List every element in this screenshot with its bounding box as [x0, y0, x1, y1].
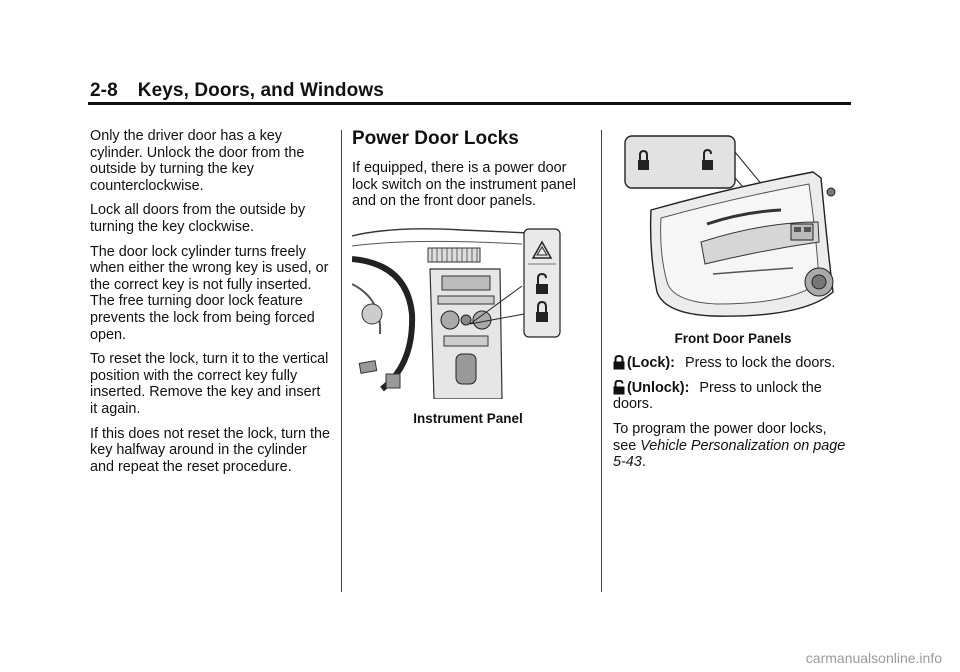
program-text-end: .: [641, 454, 646, 471]
header-rule: [88, 102, 851, 105]
column-divider-2: [601, 130, 602, 592]
front-door-panel-figure: [613, 132, 853, 347]
vehicle-personalization-reference[interactable]: Vehicle Personalization on page 5-43: [613, 437, 846, 471]
unlock-term: (Unlock):: [627, 379, 690, 396]
figure-caption-front-door-panels: Front Door Panels: [674, 330, 792, 346]
unlock-description: Press to unlock the doors.: [613, 379, 822, 413]
instrument-panel-illustration: [352, 224, 562, 399]
program-text: To program the power door locks, see: [613, 420, 827, 454]
chapter-title: Keys, Doors, and Windows: [137, 80, 384, 101]
section-title: Power Door Locks: [352, 128, 519, 149]
paragraph-reset-lock: To reset the lock, turn it to the vertical position with the correct key fully inserted. Remove the key and insert it again.: [90, 351, 329, 417]
front-door-panel-illustration: [613, 132, 843, 322]
lock-definition: [613, 355, 853, 372]
figure-caption-instrument-panel: Instrument Panel: [413, 411, 523, 427]
program-locks-paragraph: [613, 421, 853, 471]
column-2: [352, 128, 584, 436]
column-1: [90, 128, 330, 483]
paragraph-key-cylinder: Only the driver door has a key cylinder. Unlock the door from the outside by turning the key counterclockwise.: [90, 128, 305, 194]
paragraph-free-turning: The door lock cylinder turns freely when either the wrong key is used, or the correct key is not fully inserted. The free turning door lock feature prevents the lock from being forced open.: [90, 243, 329, 343]
paragraph-lock-all: Lock all doors from the outside by turning the key clockwise.: [90, 202, 306, 235]
lock-term: (Lock):: [627, 355, 675, 372]
paragraph-intro: If equipped, there is a power door lock switch on the instrument panel and on the front door panels.: [352, 160, 576, 210]
unlock-icon: [613, 380, 625, 395]
paragraph-reset-repeat: If this does not reset the lock, turn the key halfway around in the cylinder and repeat the reset procedure.: [90, 425, 330, 475]
page-number: 2-8: [90, 80, 118, 101]
lock-icon: [613, 355, 625, 370]
watermark: carmanualsonline.info: [805, 650, 942, 666]
lock-description: Press to lock the doors.: [684, 355, 836, 372]
column-divider-1: [341, 130, 342, 592]
page-header: [90, 80, 384, 102]
unlock-definition: [613, 380, 853, 413]
instrument-panel-figure: [352, 224, 584, 428]
column-3: [613, 132, 853, 479]
